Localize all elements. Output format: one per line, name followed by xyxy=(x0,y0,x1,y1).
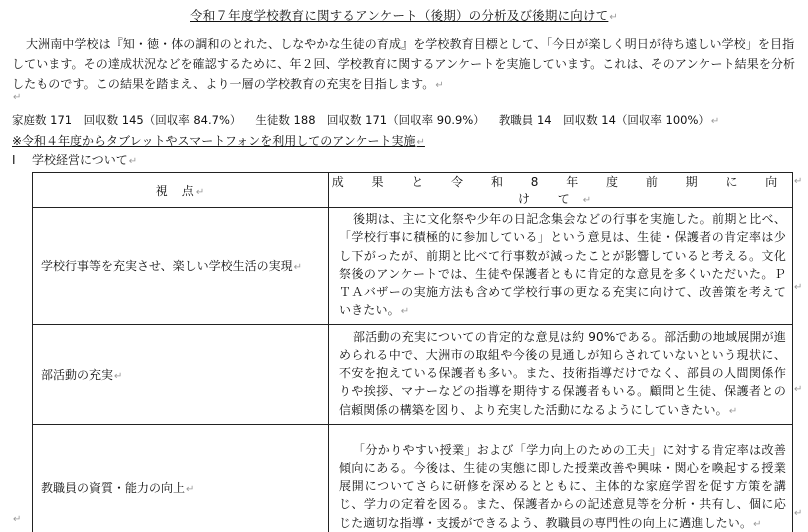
viewpoint-cell xyxy=(33,208,329,325)
table-row xyxy=(33,424,793,532)
header-results-text: 成 果 と 令 和 8 年 度 前 期 に 向 け て xyxy=(331,175,790,206)
viewpoint-text: 部活動の充実 xyxy=(41,367,114,382)
header-viewpoint xyxy=(33,173,329,208)
staff-count: 教職員 14 回収数 14（回収率 100%） xyxy=(498,113,710,127)
section-label: 学校経営について xyxy=(32,153,128,167)
header-results xyxy=(329,173,793,208)
result-cell xyxy=(329,424,793,532)
response-counts xyxy=(12,112,802,128)
paragraph-mark-icon: ↵ xyxy=(753,518,762,530)
paragraph-mark-icon: ↵ xyxy=(435,80,444,91)
row-end-mark-icon: ↵ xyxy=(794,176,803,187)
paragraph-mark-icon: ↵ xyxy=(128,156,138,167)
document-title-text: 令和７年度学校教育に関するアンケート（後期）の分析及び後期に向けて xyxy=(190,8,609,23)
table-row xyxy=(33,324,793,424)
viewpoint-text: 学校行事等を充実させ、楽しい学校生活の実現 xyxy=(41,259,293,274)
result-text: 「分かりやすい授業」および「学力向上のための工夫」に対する肯定率は改善傾向にある。今後は、生徒の実態に即した授業改善や興味・関心を喚起する授業展開についてさらに研修を深めるとともに、主体的な家庭学習を促す方策を講じ、学力の定着を図る。また、保護者からの記述意見等を分析・共有し、個に応じた適切な指導・支援ができるよう、教職員の専門性の向上に邁進したい。 xyxy=(339,442,786,530)
result-text: 部活動の充実についての肯定的な意見は約 90%である。部活動の地域展開が進められる中で、大洲市の取組や今後の見通しが知らされていないという現状に、不安を抱えている保護者も多い。また、技術指導だけでなく、部員の人間関係作りや挨拶、マナーなどの指導を期待する保護者もいる。顧問と生徒、保護者との信頼関係の構築を図り、より充実した活動になるようにしていきたい。 xyxy=(339,329,786,417)
household-count: 家庭数 171 回収数 145（回収率 84.7%） xyxy=(12,113,242,127)
result-cell xyxy=(329,208,793,325)
paragraph-mark-icon: ↵ xyxy=(400,306,410,318)
viewpoint-text: 教職員の資質・能力の向上 xyxy=(41,480,186,495)
paragraph-mark-icon: ↵ xyxy=(416,137,425,148)
paragraph-mark-icon: ↵ xyxy=(195,186,206,198)
paragraph-mark-icon: ↵ xyxy=(609,12,618,23)
table-header-row xyxy=(33,173,793,208)
paragraph-mark-icon: ↵ xyxy=(293,262,303,274)
intro-text: 大洲南中学校は『知・徳・体の調和のとれた、しなやかな生徒の育成』を学校教育目標として、「今日が楽しく明日が待ち遠しい学校」を目指しています。その達成状況などを確認するために、年２回、学校教育に関するアンケートを実施しています。これは、そのアンケート結果を分析したものです。この結果を踏まえ、より一層の学校教育の充実を目指します。 xyxy=(12,37,796,91)
survey-method-note-text: ※令和４年度からタブレットやスマートフォンを利用してのアンケート実施 xyxy=(12,134,416,148)
result-cell xyxy=(329,324,793,424)
paragraph-mark-icon: ↵ xyxy=(13,514,22,525)
document-title xyxy=(0,6,808,24)
row-end-mark-icon: ↵ xyxy=(794,508,803,519)
table-row xyxy=(33,208,793,325)
paragraph-mark-icon: ↵ xyxy=(710,116,720,127)
intro-paragraph xyxy=(12,34,798,96)
section-heading xyxy=(12,151,137,168)
viewpoint-cell xyxy=(33,424,329,532)
section-number: Ⅰ xyxy=(12,153,16,167)
row-end-mark-icon: ↵ xyxy=(794,282,803,293)
row-end-mark-icon: ↵ xyxy=(794,384,803,395)
paragraph-mark-icon: ↵ xyxy=(114,370,123,382)
student-count: 生徒数 188 回収数 171（回収率 90.9%） xyxy=(255,113,485,127)
paragraph-mark-icon: ↵ xyxy=(728,405,738,417)
paragraph-mark-icon: ↵ xyxy=(582,195,604,206)
paragraph-mark-icon: ↵ xyxy=(13,92,22,103)
header-viewpoint-text: 視 点 xyxy=(155,183,195,198)
paragraph-mark-icon: ↵ xyxy=(186,483,195,495)
result-text: 後期は、主に文化祭や少年の日記念集会などの行事を実施した。前期と比べ、「学校行事に積極的に参加している」という意見は、生徒・保護者の肯定率は少し下がったが、前期と比べて行事数が減ったことが影響していると考える。文化祭後のアンケートでは、生徒や保護者ともに肯定的な意見を多くいただいた。ＰＴＡバザーの実施方法も含めて学校行事の更なる充実に向けて、改善策を考えていきたい。 xyxy=(339,212,786,318)
viewpoint-cell xyxy=(33,324,329,424)
survey-method-note xyxy=(12,132,425,149)
survey-table xyxy=(32,172,793,532)
